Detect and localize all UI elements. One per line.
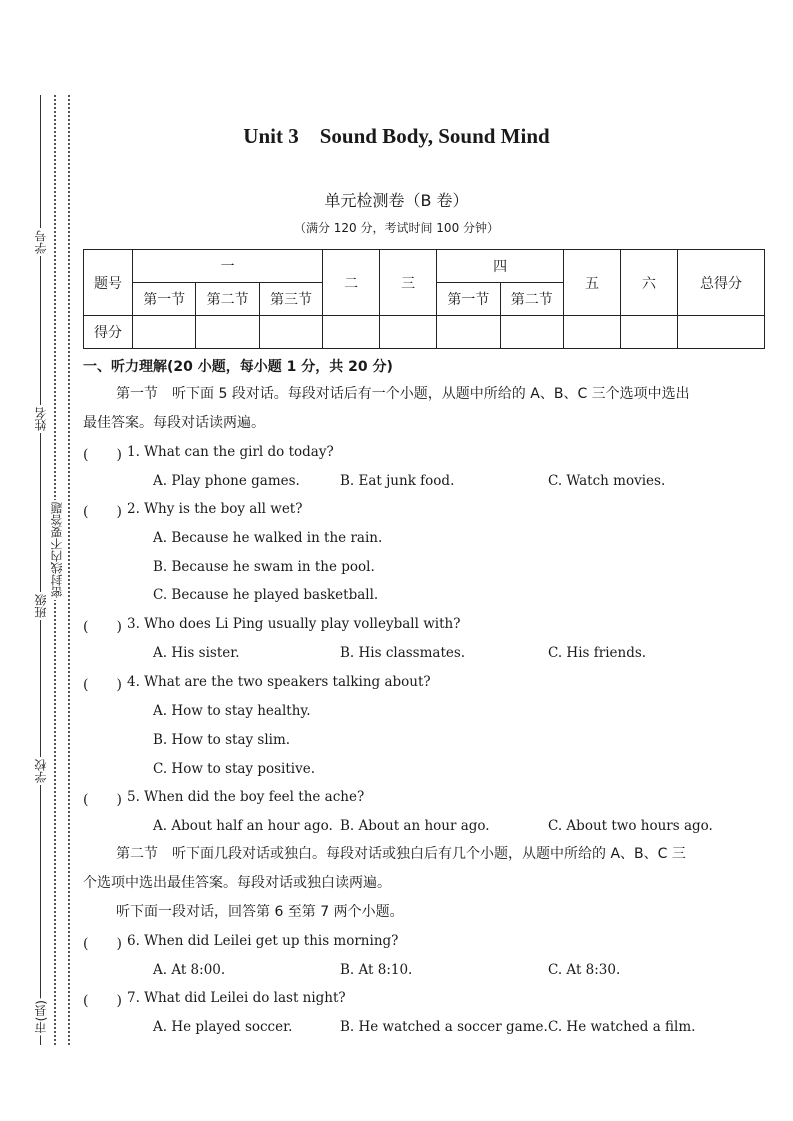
part1-instruction-line2: 最佳答案。每段对话读两遍。 [83,415,265,431]
part2-instruction-line2: 个选项中选出最佳答案。每段对话或独白读两遍。 [83,875,391,891]
option-c: C. Because he played basketball. [153,587,379,603]
part2-instruction-line1: 第二节 听下面几段对话或独白。每段对话或独白后有几个小题，从题中所给的 A、B、C 三 [116,846,686,862]
score-cell[interactable] [564,316,621,349]
question-text: 6. When did Leilei get up this morning? [127,933,399,949]
page-title: Unit 3 Sound Body, Sound Mind [243,124,550,148]
part2-header: 二 [323,250,380,316]
exam-subtitle: 单元检测卷（B 卷） [324,191,469,210]
answer-blank[interactable]: ( ) [83,504,122,520]
city-label: 市(县) [34,1000,48,1034]
seal-warning: 密封线内不要答题 [50,502,64,598]
score-cell[interactable] [323,316,380,349]
part1-section-3: 第三节 [259,283,322,316]
option-a: A. Because he walked in the rain. [153,530,383,546]
option-b: B. His classmates. [340,645,466,661]
section-heading: 一、听力理解(20 小题，每小题 1 分，共 20 分) [83,359,393,375]
score-table [83,249,765,349]
option-b: B. How to stay slim. [153,732,291,748]
answer-blank[interactable]: ( ) [83,447,122,463]
score-cell-total[interactable] [678,316,765,349]
binding-dotted-line-2 [68,95,70,1045]
score-cell[interactable] [621,316,678,349]
part4-section-1: 第一节 [437,283,500,316]
part5-header: 五 [564,250,621,316]
question-text: 4. What are the two speakers talking about? [127,674,431,690]
option-a: A. About half an hour ago. [153,818,333,834]
question-text: 5. When did the boy feel the ache? [127,789,365,805]
option-a: A. How to stay healthy. [153,703,311,719]
question-text: 3. Who does Li Ping usually play volleyball with? [127,616,461,632]
option-a: A. He played soccer. [153,1019,293,1035]
question-text: 2. Why is the boy all wet? [127,501,303,517]
option-c: C. How to stay positive. [153,761,316,777]
score-cell[interactable] [380,316,437,349]
score-cell[interactable] [437,316,500,349]
option-c: C. Watch movies. [548,473,666,489]
part1-section-2: 第二节 [196,283,259,316]
part1-section-1: 第一节 [133,283,196,316]
part6-header: 六 [621,250,678,316]
part1-header: 一 [133,250,323,283]
option-b: B. Eat junk food. [340,473,455,489]
option-a: A. At 8:00. [153,962,226,978]
class-label: 班级 [34,594,48,618]
score-cell[interactable] [196,316,259,349]
option-a: A. Play phone games. [153,473,300,489]
part3-header: 三 [380,250,437,316]
name-label: 姓名 [34,407,48,431]
answer-blank[interactable]: ( ) [83,619,122,635]
exam-note: （满分 120 分，考试时间 100 分钟） [293,221,500,235]
score-cell[interactable] [259,316,322,349]
option-a: A. His sister. [153,645,240,661]
option-c: C. At 8:30. [548,962,621,978]
score-label: 得分 [84,316,133,349]
total-header: 总得分 [678,250,765,316]
option-c: C. About two hours ago. [548,818,713,834]
part4-section-2: 第二节 [500,283,563,316]
option-c: C. He watched a film. [548,1019,696,1035]
answer-blank[interactable]: ( ) [83,993,122,1009]
score-cell[interactable] [500,316,563,349]
answer-blank[interactable]: ( ) [83,936,122,952]
question-text: 7. What did Leilei do last night? [127,990,346,1006]
part4-header: 四 [437,250,564,283]
option-b: B. Because he swam in the pool. [153,559,375,575]
question-text: 1. What can the girl do today? [127,444,334,460]
answer-blank[interactable]: ( ) [83,792,122,808]
option-b: B. He watched a soccer game. [340,1019,548,1035]
option-b: B. At 8:10. [340,962,413,978]
option-c: C. His friends. [548,645,647,661]
score-cell[interactable] [133,316,196,349]
part2-sub-instruction: 听下面一段对话，回答第 6 至第 7 两个小题。 [116,904,404,920]
row-label: 题号 [84,250,133,316]
option-b: B. About an hour ago. [340,818,490,834]
answer-blank[interactable]: ( ) [83,677,122,693]
student-id-label: 学号 [34,230,48,254]
part1-instruction-line1: 第一节 听下面 5 段对话。每段对话后有一个小题，从题中所给的 A、B、C 三个选项中选出 [116,386,690,402]
school-label: 学校 [34,759,48,783]
